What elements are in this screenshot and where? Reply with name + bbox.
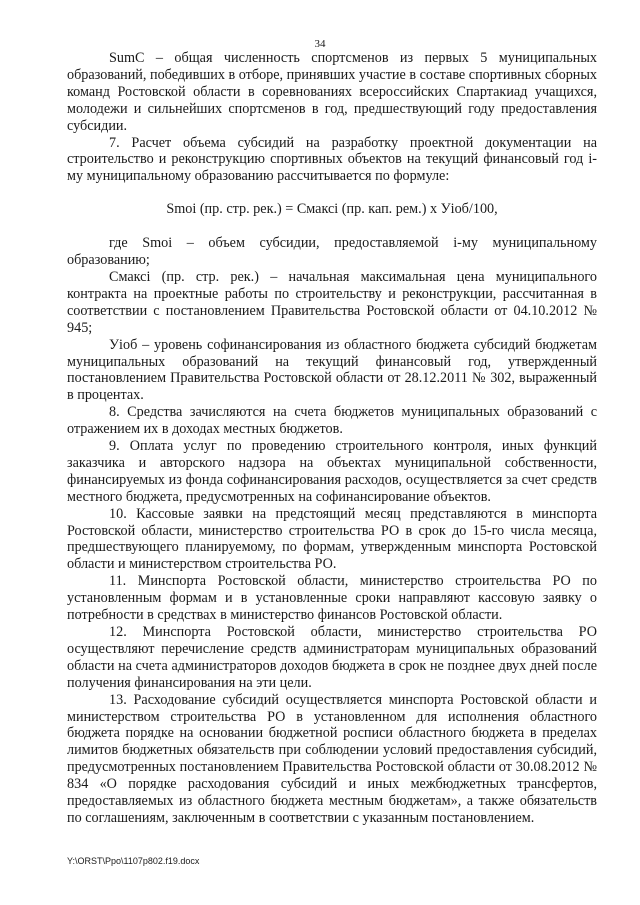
paragraph-item-12: 12. Минспорта Ростовской области, министерство строительства РО осуществляют перечисление средств администраторам муниципальных образований области на счета администраторов доходов бюджета в срок не позднее двух дней после получения финансирования на эти цели.	[67, 624, 597, 691]
paragraph-smoi-definition: где Smoi – объем субсидии, предоставляемой i-му муниципальному образованию;	[67, 235, 597, 269]
paragraph-uiob-definition: Уiоб – уровень софинансирования из областного бюджета субсидий бюджетам муниципальных образований на текущий финансовый год, утвержденный постановлением Правительства Ростовской области от 28.12.2011 № 302, выраженный в процентах.	[67, 336, 597, 404]
paragraph-sumc-definition: SumC – общая численность спортсменов из первых 5 муниципальных образований, победивших в отборе, принявших участие в составе спортивных сборных команд Ростовской области в соревнованиях всероссийских Спартакиад учащихся, молодежи и сильнейших спортсменов в год, предшествующий году предоставления субсидии.	[67, 50, 598, 134]
paragraph-smaks-definition: Смаксi (пр. стр. рек.) – начальная максимальная цена муниципального контракта на проектные работы по строительству и реконструкции, рассчитанная в соответствии с постановлением Правительства Ростовской области от 04.10.2012 № 945;	[67, 268, 597, 336]
paragraph-item-10: 10. Кассовые заявки на предстоящий месяц представляются в минспорта Ростовской области, министерство строительства РО в срок до 15-го числа месяца, предшествующего планируемому, по формам, утвержденным минспорта Ростовской области и министерством строительства РО.	[67, 505, 597, 573]
formula: Smoi (пр. стр. рек.) = Смаксi (пр. кап. рем.) х Уiоб/100,	[166, 201, 498, 218]
paragraph-item-8: 8. Средства зачисляются на счета бюджетов муниципальных образований с отражением их в доходах местных бюджетов.	[67, 404, 597, 438]
document-body	[67, 50, 597, 827]
paragraph-item-9: 9. Оплата услуг по проведению строительного контроля, иных функций заказчика и авторского надзора на объектах муниципальной собственности, финансируемых из фонда софинансирования расходов, осуществляется за счет средств местного бюджета, предусмотренных на софинансирование объектов.	[67, 438, 597, 505]
paragraph-item-13: 13. Расходование субсидий осуществляется минспорта Ростовской области и министерством строительства РО в установленном для исполнения областного бюджета порядке на основании бюджетной росписи областного бюджета в пределах лимитов бюджетных обязательств при соблюдении условий предоставления субсидий, предусмотренных постановлением Правительства Ростовской области от 30.08.2012 № 834 «О порядке расходования субсидий и иных межбюджетных трансфертов, предоставляемых из областного бюджета местным бюджетам», а также обязательств по соглашениям, заключенным в соответствии с указанным постановлением.	[67, 691, 597, 826]
file-path-footer: Y:\ORST\Ppo\1107p802.f19.docx	[67, 856, 200, 866]
paragraph-item-7: 7. Расчет объема субсидий на разработку проектной документации на строительство и реконструкцию спортивных объектов на текущий финансовый год i-му муниципальному образованию рассчитывается по формуле:	[67, 134, 597, 185]
paragraph-item-11: 11. Минспорта Ростовской области, министерство строительства РО по установленным формам и в установленные сроки направляют кассовую заявку о потребности в средствах в министерство финансов Ростовской области.	[67, 573, 597, 624]
page-number: 34	[314, 38, 326, 50]
